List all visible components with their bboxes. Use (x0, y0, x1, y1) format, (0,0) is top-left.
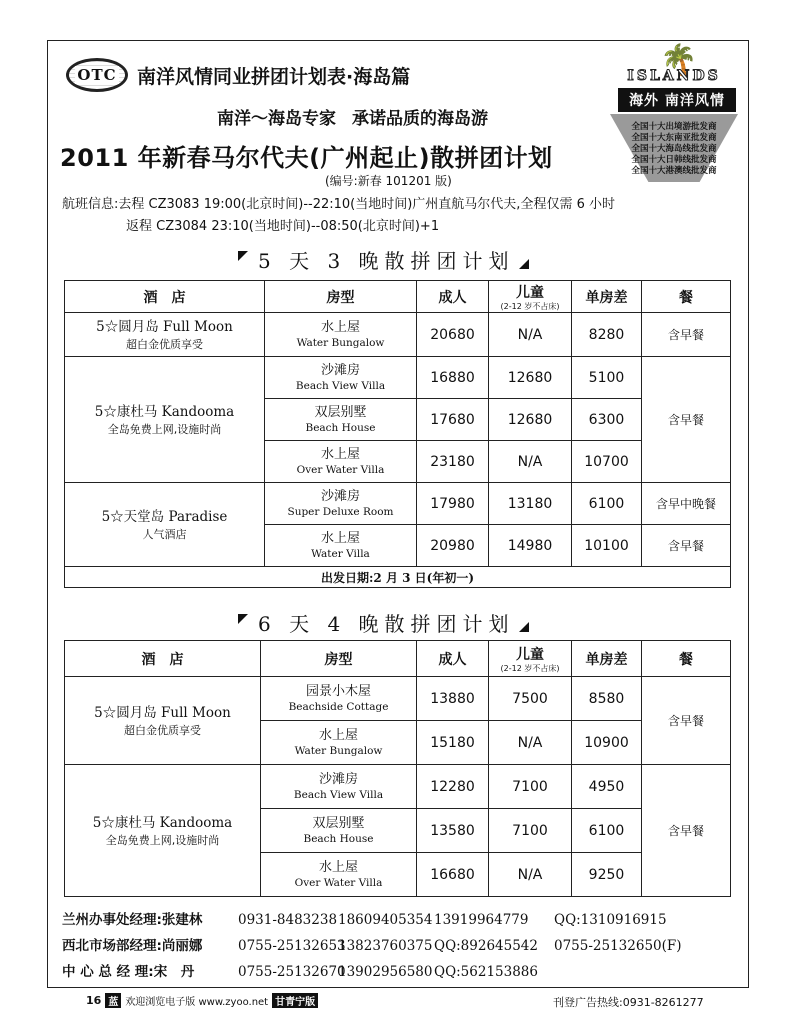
plan-code: (编号:新春 101201 版) (325, 174, 452, 188)
triangle-left-icon (238, 614, 248, 624)
room-cell (265, 313, 417, 357)
meal-cell: 含早餐 (642, 357, 731, 483)
text-fragment: 全国十大港澳线批发商 (631, 166, 717, 176)
col-child: 儿童 (2-12 岁不占床) (489, 641, 572, 677)
cell-text: 水上屋 (320, 530, 360, 546)
text-fragment: 13919964779 (434, 912, 529, 928)
otc-logo: OTC (66, 58, 128, 92)
meal-cell: 含早中晚餐 (642, 483, 731, 525)
text-fragment: QQ:562153886 (434, 964, 538, 980)
child-price: 14980 (489, 525, 572, 567)
text-fragment: QQ:1310916915 (554, 912, 667, 928)
text-fragment: 5 天 3 晚散拼团计划 (258, 249, 515, 273)
text-fragment: 兰州办事处经理:张建林 (62, 912, 203, 928)
triangle-right-icon (519, 622, 529, 632)
cell-text: 园景小木屋 (305, 683, 371, 699)
hotel-cell (65, 357, 265, 483)
col-single: 单房差 (572, 281, 642, 313)
single-supplement: 4950 (572, 765, 642, 809)
hotel-cell (65, 765, 261, 897)
room-cell (261, 721, 417, 765)
adult-price: 15180 (417, 721, 489, 765)
cell-text: 超白金优质享受 (124, 723, 201, 737)
col-hotel: 酒 店 (65, 641, 261, 677)
table-row (65, 483, 731, 525)
cell-text: 水上屋 (318, 859, 358, 875)
cell-text: 水上屋 (320, 319, 360, 335)
cell-text: 5☆天堂岛 Paradise (101, 508, 228, 525)
cell-text: Water Villa (311, 547, 370, 560)
flight-info-return: 返程 CZ3084 23:10(当地时间)--08:50(北京时间)+1 (126, 219, 440, 234)
cell-text: 水上屋 (318, 727, 358, 743)
cell-text: Beach House (303, 832, 374, 845)
plan1-table (64, 280, 731, 588)
text-fragment: QQ:892645542 (434, 938, 538, 954)
triangle-right-icon (519, 259, 529, 269)
cell-text: 沙滩房 (320, 488, 360, 504)
col-single: 单房差 (572, 641, 642, 677)
cell-text: Beach View Villa (295, 379, 386, 392)
hotel-cell (65, 483, 265, 567)
cell-text: 5☆圆月岛 Full Moon (94, 704, 231, 721)
single-supplement: 10700 (572, 441, 642, 483)
cell-text: 沙滩房 (320, 362, 360, 378)
adult-price: 16680 (417, 853, 489, 897)
col-room: 房型 (261, 641, 417, 677)
table-row (65, 357, 731, 399)
brand-label: 海外 南洋风情 (618, 88, 736, 112)
plan2-title (238, 608, 529, 637)
child-price: 12680 (489, 399, 572, 441)
child-price: 12680 (489, 357, 572, 399)
room-cell (265, 441, 417, 483)
text-fragment: 0755-25132653 (238, 938, 346, 954)
col-adult: 成人 (417, 281, 489, 313)
text-fragment: 0755-25132670 (238, 964, 346, 980)
room-cell (261, 809, 417, 853)
adult-price: 17980 (417, 483, 489, 525)
plan2-table (64, 640, 731, 897)
text-fragment: 18609405354 (338, 912, 433, 928)
cell-text: Beach View Villa (293, 788, 384, 801)
adult-price: 20980 (417, 525, 489, 567)
text-fragment: 中 心 总 经 理:宋 丹 (62, 964, 195, 980)
col-room: 房型 (265, 281, 417, 313)
badge-lines (624, 122, 724, 177)
departure-date-row (65, 567, 731, 588)
col-child: 儿童 (2-12 岁不占床) (489, 281, 572, 313)
child-price: N/A (489, 313, 572, 357)
single-supplement: 6100 (572, 809, 642, 853)
slogan (217, 104, 488, 129)
room-cell (261, 765, 417, 809)
text-fragment: 全国十大出境游批发商 (631, 122, 717, 132)
table-row (65, 677, 731, 721)
ad-hotline: 刊登广告热线:0931-8261277 (553, 996, 704, 1009)
cell-text: 水上屋 (320, 446, 360, 462)
child-price: N/A (489, 441, 572, 483)
footer-left (86, 993, 318, 1008)
room-cell (265, 483, 417, 525)
child-price: 7100 (489, 765, 572, 809)
text-fragment: 承诺品质的海岛游 (352, 109, 488, 129)
single-supplement: 9250 (572, 853, 642, 897)
single-supplement: 6100 (572, 483, 642, 525)
palm-tree-icon: 🌴 (660, 43, 698, 78)
cell-text: Over Water Villa (294, 876, 383, 889)
section-tag: 蓝 (105, 993, 121, 1008)
main-title: 2011 年新春马尔代夫(广州起止)散拼团计划 (60, 144, 553, 172)
cell-text: 5☆康杜马 Kandooma (94, 403, 235, 420)
child-price: 7100 (489, 809, 572, 853)
col-meal: 餐 (642, 281, 731, 313)
cell-text: Over Water Villa (296, 463, 385, 476)
room-cell (265, 399, 417, 441)
cell-text: 人气酒店 (142, 527, 187, 541)
islands-badge (610, 43, 738, 186)
cell-text: 5☆圆月岛 Full Moon (96, 318, 233, 335)
flight-info-outbound: 航班信息:去程 CZ3083 19:00(北京时间)--22:10(当地时间)广州直航马尔代夫,全程仅需 6 小时 (62, 197, 615, 212)
single-supplement: 8280 (572, 313, 642, 357)
adult-price: 17680 (417, 399, 489, 441)
triangle-left-icon (238, 251, 248, 261)
meal-cell: 含早餐 (642, 677, 731, 765)
contact-row (62, 934, 682, 954)
cell-text: 超白金优质享受 (126, 337, 203, 351)
text-fragment: 0755-25132650(F) (554, 938, 682, 954)
departure-date: 出发日期:2 月 3 日(年初一) (65, 567, 731, 588)
single-supplement: 10900 (572, 721, 642, 765)
text-fragment: 全国十大海岛线批发商 (631, 144, 717, 154)
col-adult: 成人 (417, 641, 489, 677)
table-row (65, 313, 731, 357)
cell-text: 双层别墅 (312, 815, 365, 831)
text-fragment: 全国十大日韩线批发商 (631, 155, 717, 165)
child-price: 7500 (489, 677, 572, 721)
cell-text: 沙滩房 (318, 771, 358, 787)
hotel-cell (65, 313, 265, 357)
text-fragment: 南洋～海岛专家 (217, 109, 336, 129)
contact-row (62, 960, 538, 980)
cell-text: 5☆康杜马 Kandooma (92, 814, 233, 831)
room-cell (261, 853, 417, 897)
text-fragment: 0931-8483238 (238, 912, 338, 928)
single-supplement: 10100 (572, 525, 642, 567)
cell-text: Super Deluxe Room (287, 505, 394, 518)
adult-price: 16880 (417, 357, 489, 399)
single-supplement: 5100 (572, 357, 642, 399)
cell-text: 全岛免费上网,设施时尚 (107, 422, 222, 436)
text-fragment: 全国十大东南亚批发商 (631, 133, 717, 143)
single-supplement: 6300 (572, 399, 642, 441)
islands-wordmark: ISLANDS (627, 68, 721, 84)
adult-price: 13580 (417, 809, 489, 853)
adult-price: 23180 (417, 441, 489, 483)
page-header-title: 南洋风情同业拼团计划表·海岛篇 (137, 66, 411, 88)
meal-cell: 含早餐 (642, 313, 731, 357)
room-cell (261, 677, 417, 721)
table-header-row (65, 641, 731, 677)
table-header-row (65, 281, 731, 313)
adult-price: 20680 (417, 313, 489, 357)
child-price: N/A (489, 853, 572, 897)
cell-text: 双层别墅 (314, 404, 367, 420)
text-fragment: 13823760375 (338, 938, 433, 954)
text-fragment: 13902956580 (338, 964, 433, 980)
browse-note: 欢迎浏览电子版 www.zyoo.net (125, 997, 269, 1008)
room-cell (265, 357, 417, 399)
text-fragment: 西北市场部经理:尚丽娜 (62, 938, 203, 954)
meal-cell: 含早餐 (642, 765, 731, 897)
contact-row (62, 908, 667, 928)
text-fragment: 6 天 4 晚散拼团计划 (258, 612, 515, 636)
cell-text: 全岛免费上网,设施时尚 (105, 833, 220, 847)
cell-text: Water Bungalow (296, 336, 385, 349)
single-supplement: 8580 (572, 677, 642, 721)
meal-cell: 含早餐 (642, 525, 731, 567)
adult-price: 13880 (417, 677, 489, 721)
room-cell (265, 525, 417, 567)
adult-price: 12280 (417, 765, 489, 809)
page-number: 16 (86, 994, 102, 1007)
child-price: N/A (489, 721, 572, 765)
hotel-cell (65, 677, 261, 765)
child-price: 13180 (489, 483, 572, 525)
edition-tag: 甘青宁版 (272, 993, 318, 1008)
cell-text: Water Bungalow (294, 744, 383, 757)
table-row (65, 765, 731, 809)
col-hotel: 酒 店 (65, 281, 265, 313)
plan1-title (238, 245, 529, 274)
cell-text: Beach House (305, 421, 376, 434)
cell-text: Beachside Cottage (288, 700, 389, 713)
col-meal: 餐 (642, 641, 731, 677)
